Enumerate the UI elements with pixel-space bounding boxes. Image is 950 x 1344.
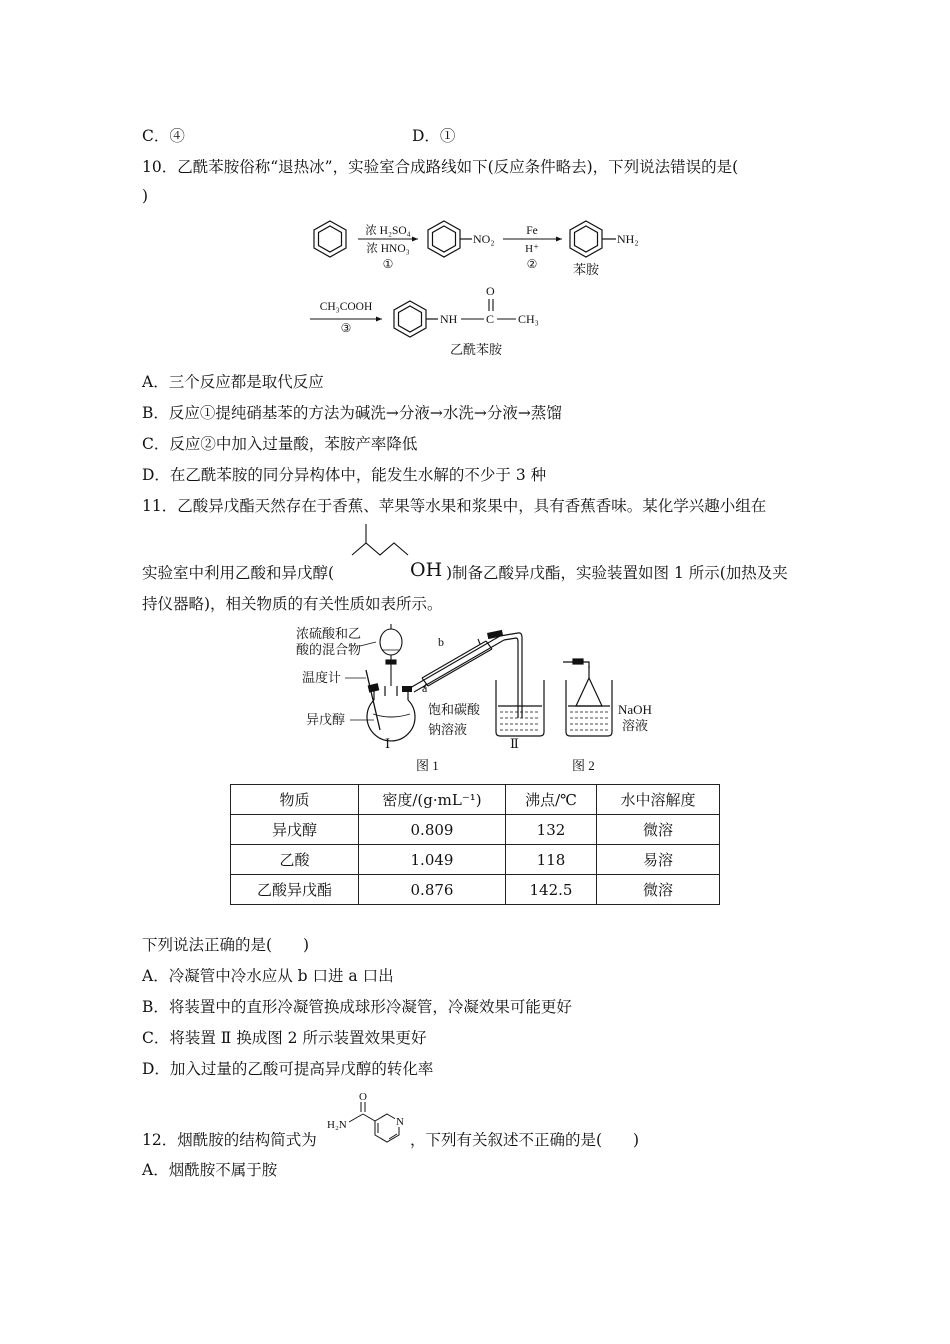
flask-1 [367,686,415,741]
step2-reagent-bottom: H⁺ [525,243,539,255]
table-row [231,875,720,905]
q11-option-d: D．加入过量的乙酸可提高异戊醇的转化率 [142,1060,434,1078]
table-header: 水中溶解度 [597,785,720,815]
table-cell: 微溶 [597,875,720,905]
label-na2co3-2: 钠溶液 [428,722,468,737]
table-cell: 0.876 [359,875,506,905]
table-cell: 132 [506,815,597,845]
step3-number: ③ [340,321,352,335]
table-row [231,845,720,875]
benzene-ring-2 [428,221,460,257]
prev-option-d: D．① [412,127,456,145]
roman-2: Ⅱ [510,736,519,751]
label-na2co3-1: 饱和碳酸 [428,702,481,717]
roman-1: Ⅰ [385,736,391,751]
benzene-ring-3 [570,221,602,257]
nitro-group: NO₂ [473,232,495,246]
label-naoh-2: 溶液 [622,718,649,733]
q11-stem-line2-pre: 实验室中利用乙酸和异戊醇( [142,564,335,582]
isopentanol-oh: OH [410,559,443,581]
q10-option-b: B．反应①提纯硝基苯的方法为碱洗→分液→水洗→分液→蒸馏 [142,404,562,422]
beaker-figure-2 [563,659,612,736]
label-isopentanol: 异戊醇 [306,712,346,727]
step1-reagent-top: 浓 H₂SO₄ [365,225,411,237]
amide-nh: NH [440,312,458,326]
q10-option-d: D．在乙酰苯胺的同分异构体中，能发生水解的不少于 3 种 [142,466,547,484]
separatory-funnel [380,624,402,686]
amine-group: NH₂ [617,232,639,246]
product-name: 乙酰苯胺 [449,342,503,357]
amide-carbon: C [486,312,495,326]
aniline-name: 苯胺 [572,262,600,277]
q11-stem-line1: 11．乙酸异戊酯天然存在于香蕉、苹果等水果和浆果中，具有香蕉香味。某化学兴趣小组在 [142,497,767,515]
q12-stem-post: ，下列有关叙述不正确的是( ) [410,1131,640,1149]
label-b: b [438,635,444,649]
table-cell: 乙酸 [231,845,359,875]
label-a: a [422,681,428,695]
label-acid-mixture-1: 浓硫酸和乙 [296,626,362,641]
benzene-ring-1 [314,221,346,257]
benzene-ring-4 [394,301,426,337]
table-cell: 乙酸异戊酯 [231,875,359,905]
q11-option-a: A．冷凝管中冷水应从 b 口进 a 口出 [142,967,394,985]
nicotinamide-structure [325,1088,415,1148]
table-header: 沸点/℃ [506,785,597,815]
table-cell: 142.5 [506,875,597,905]
label-thermometer: 温度计 [302,670,342,685]
struct-oxygen: O [359,1091,367,1103]
q10-stem-line2: ) [142,187,149,205]
amide-methyl: CH₃ [518,312,539,326]
label-naoh-1: NaOH [618,702,652,717]
q11-option-b: B．将装置中的直形冷凝管换成球形冷凝管，冷凝效果可能更好 [142,998,572,1016]
q11-question: 下列说法正确的是( ) [142,936,310,954]
table-header-row [231,785,720,815]
properties-table [230,784,720,905]
table-cell: 118 [506,845,597,875]
table-header: 密度/(g·mL⁻¹) [359,785,506,815]
table-row [231,815,720,845]
table-cell: 微溶 [597,815,720,845]
caption-figure-2: 图 2 [572,758,595,773]
struct-ring-n: N [396,1116,404,1128]
table-cell: 易溶 [597,845,720,875]
q12-stem-pre: 12．烟酰胺的结构简式为 [142,1131,317,1149]
beaker-2 [496,680,544,736]
table-header: 物质 [231,785,359,815]
thermometer [366,670,380,730]
amide-oxygen: O [486,284,495,298]
q11-stem-line3: 持仪器略)，相关物质的有关性质如表所示。 [142,595,443,613]
q10-option-c: C．反应②中加入过量酸，苯胺产率降低 [142,435,418,453]
q10-synthesis-scheme [300,218,700,358]
q11-apparatus-figure [290,622,690,777]
table-cell: 异戊醇 [231,815,359,845]
step2-number: ② [526,257,538,271]
q11-option-c: C．将装置 Ⅱ 换成图 2 所示装置效果更好 [142,1029,427,1047]
q10-stem-line1: 10．乙酰苯胺俗称“退热冰”，实验室合成路线如下(反应条件略去)，下列说法错误的是( [142,158,739,176]
step3-reagent: CH₃COOH [319,301,373,313]
struct-h2n: H₂N [327,1119,347,1131]
q10-option-a: A．三个反应都是取代反应 [142,373,324,391]
q12-option-a: A．烟酰胺不属于胺 [142,1161,278,1179]
step1-reagent-bottom: 浓 HNO₃ [366,243,410,255]
step1-number: ① [382,257,394,271]
table-cell: 0.809 [359,815,506,845]
prev-option-c: C．④ [142,127,185,145]
table-cell: 1.049 [359,845,506,875]
caption-figure-1: 图 1 [416,758,439,773]
q11-stem-line2-post: )制备乙酸异戊酯，实验装置如图 1 所示(加热及夹 [446,564,788,582]
step2-reagent-top: Fe [526,225,538,237]
label-acid-mixture-2: 酸的混合物 [296,642,362,657]
